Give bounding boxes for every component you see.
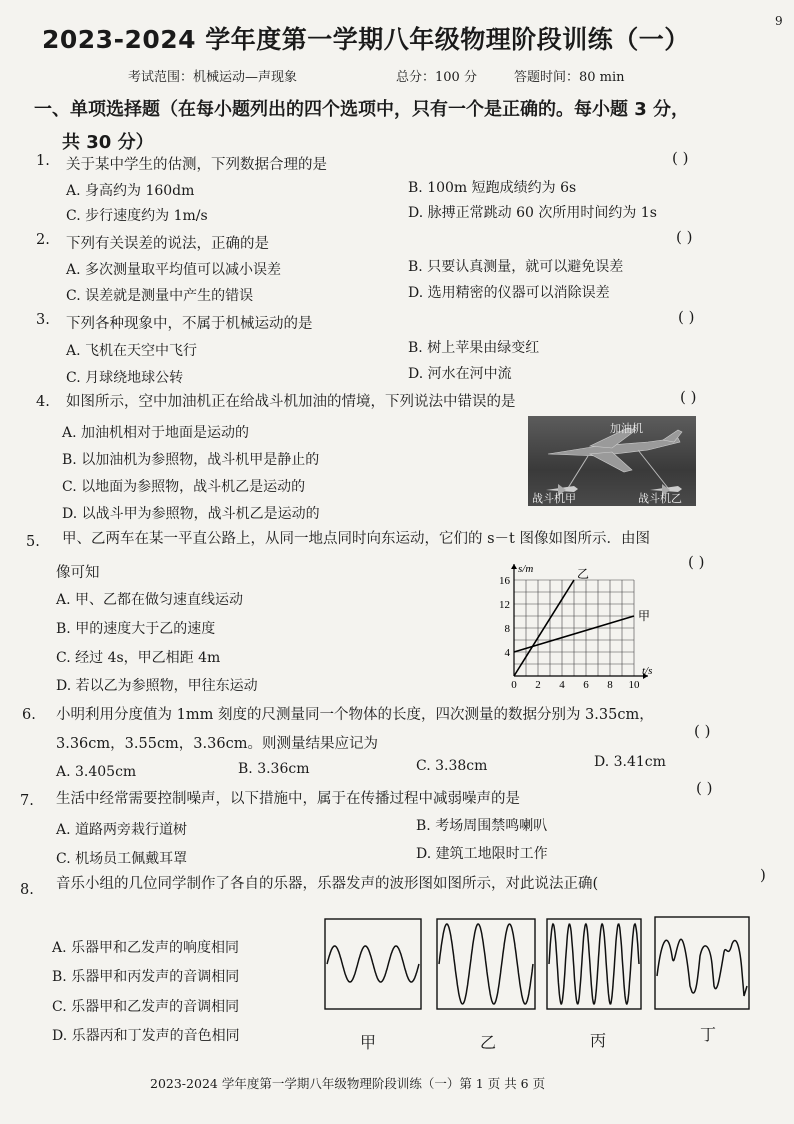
wave-ding-curve <box>657 939 747 996</box>
option-c[interactable]: C. 乐器甲和乙发声的音调相同 <box>52 999 240 1015</box>
label-fighter-b: 战斗机乙 <box>638 492 682 505</box>
series-label-jia: 甲 <box>638 609 651 623</box>
option-c[interactable]: C. 3.38cm <box>416 758 488 774</box>
answer-blank[interactable]: ( ) <box>676 228 693 246</box>
answer-blank[interactable]: ( ) <box>696 779 713 797</box>
waveform-jia <box>324 918 422 1010</box>
option-a[interactable]: A. 道路两旁栽行道树 <box>56 822 188 838</box>
wave-yi-curve <box>439 924 533 1004</box>
y-tick-label: 16 <box>499 575 510 587</box>
wave-label-ding: 丁 <box>700 1025 717 1044</box>
option-c[interactable]: C. 误差就是测量中产生的错误 <box>66 288 254 304</box>
option-c[interactable]: C. 月球绕地球公转 <box>66 370 184 386</box>
x-tick-label: 10 <box>628 679 640 691</box>
waveform-yi <box>436 918 536 1010</box>
x-tick-label: 0 <box>511 679 517 691</box>
option-b[interactable]: B. 100m 短跑成绩约为 6s <box>408 180 577 196</box>
page-footer: 2023-2024 学年度第一学期八年级物理阶段训练（一）第 1 页 共 6 页 <box>150 1076 546 1091</box>
option-a[interactable]: A. 多次测量取平均值可以减小误差 <box>66 262 282 278</box>
x-axis-label: t/s <box>642 665 653 677</box>
total-score: 总分：100 分 <box>396 70 477 85</box>
question-stem: 生活中经常需要控制噪声，以下措施中，属于在传播过程中减弱噪声的是 <box>56 791 520 807</box>
y-axis-label: s/m <box>518 563 534 575</box>
answer-time: 答题时间：80 min <box>514 70 625 85</box>
label-fighter-a: 战斗机甲 <box>532 492 576 505</box>
question-stem: 下列有关误差的说法，正确的是 <box>66 236 269 252</box>
answer-blank[interactable]: ( ) <box>672 149 689 167</box>
waveform-bing <box>546 918 642 1010</box>
wave-label-jia: 甲 <box>360 1033 377 1052</box>
question-number: 2. <box>36 232 50 248</box>
question-number: 6. <box>22 707 36 723</box>
option-c[interactable]: C. 以地面为参照物，战斗机乙是运动的 <box>62 479 306 495</box>
y-axis-arrow <box>511 564 517 569</box>
wave-bing-curve <box>549 924 639 1004</box>
option-b[interactable]: B. 甲的速度大于乙的速度 <box>56 621 216 637</box>
y-tick-label: 12 <box>499 599 510 611</box>
option-c[interactable]: C. 经过 4s，甲乙相距 4m <box>56 650 221 666</box>
question-number: 5. <box>26 534 40 550</box>
option-b[interactable]: B. 3.36cm <box>238 761 310 777</box>
option-a[interactable]: A. 飞机在天空中飞行 <box>66 343 198 359</box>
question-number: 7. <box>20 793 34 809</box>
question-stem: 下列各种现象中，不属于机械运动的是 <box>66 316 313 332</box>
option-d[interactable]: D. 选用精密的仪器可以消除误差 <box>408 285 610 301</box>
option-a[interactable]: A. 加油机相对于地面是运动的 <box>62 425 250 441</box>
answer-blank[interactable]: ( ) <box>688 553 705 571</box>
question-stem-cont: 像可知 <box>56 565 100 581</box>
question-number: 8. <box>20 882 34 898</box>
option-b[interactable]: B. 只要认真测量，就可以避免误差 <box>408 259 624 275</box>
x-tick-label: 6 <box>583 679 589 691</box>
refueling-photo <box>528 416 696 506</box>
page-title: 2023-2024 学年度第一学期八年级物理阶段训练（一） <box>42 25 690 54</box>
answer-blank-close[interactable]: ) <box>760 866 766 884</box>
question-stem-cont: 3.36cm，3.55cm，3.36cm。则测量结果应记为 <box>56 736 378 752</box>
waveform-ding <box>654 916 750 1010</box>
option-c[interactable]: C. 机场员工佩戴耳罩 <box>56 851 188 867</box>
question-stem: 甲、乙两车在某一平直公路上，从同一地点同时向东运动，它们的 s－t 图像如图所示．由图 <box>62 531 650 547</box>
option-d[interactable]: D. 3.41cm <box>594 754 666 770</box>
option-d[interactable]: D. 若以乙为参照物，甲往东运动 <box>56 678 258 694</box>
option-b[interactable]: B. 树上苹果由绿变红 <box>408 340 540 356</box>
option-d[interactable]: D. 乐器丙和丁发声的音色相同 <box>52 1028 240 1044</box>
answer-blank[interactable]: ( ) <box>680 388 697 406</box>
question-stem: 音乐小组的几位同学制作了各自的乐器，乐器发声的波形图如图所示，对此说法正确( <box>56 876 599 892</box>
wave-jia-curve <box>327 946 419 982</box>
label-tanker: 加油机 <box>610 422 643 435</box>
option-d[interactable]: D. 建筑工地限时工作 <box>416 846 548 862</box>
section-heading: 一、单项选择题（在每小题列出的四个选项中，只有一个是正确的。每小题 3 分， <box>34 99 690 120</box>
question-stem: 如图所示，空中加油机正在给战斗机加油的情境，下列说法中错误的是 <box>66 394 516 410</box>
section-heading-cont: 共 30 分） <box>62 132 154 153</box>
wave-label-bing: 丙 <box>590 1031 607 1050</box>
series-label-yi: 乙 <box>577 567 590 581</box>
x-tick-label: 2 <box>535 679 541 691</box>
option-b[interactable]: B. 考场周围禁鸣喇叭 <box>416 818 548 834</box>
x-tick-label: 8 <box>607 679 613 691</box>
waveform-frame <box>547 919 641 1009</box>
question-stem: 关于某中学生的估测，下列数据合理的是 <box>66 157 327 173</box>
option-d[interactable]: D. 脉搏正常跳动 60 次所用时间约为 1s <box>408 205 657 221</box>
question-number: 1. <box>36 153 50 169</box>
option-a[interactable]: A. 身高约为 160dm <box>66 183 195 199</box>
answer-blank[interactable]: ( ) <box>678 308 695 326</box>
option-c[interactable]: C. 步行速度约为 1m/s <box>66 208 208 224</box>
question-stem: 小明利用分度值为 1mm 刻度的尺测量同一个物体的长度，四次测量的数据分别为 3.35cm， <box>56 707 654 723</box>
question-number: 4. <box>36 394 50 410</box>
wave-label-yi: 乙 <box>480 1033 497 1052</box>
answer-blank[interactable]: ( ) <box>694 722 711 740</box>
option-a[interactable]: A. 甲、乙都在做匀速直线运动 <box>56 592 244 608</box>
option-b[interactable]: B. 乐器甲和丙发声的音调相同 <box>52 969 240 985</box>
y-tick-label: 8 <box>504 623 510 635</box>
corner-mark: 9 <box>775 14 783 28</box>
waveform-frame <box>655 917 749 1009</box>
option-a[interactable]: A. 3.405cm <box>56 764 137 780</box>
option-a[interactable]: A. 乐器甲和乙发声的响度相同 <box>52 940 240 956</box>
question-number: 3. <box>36 312 50 328</box>
y-tick-label: 4 <box>504 647 510 659</box>
option-d[interactable]: D. 以战斗甲为参照物，战斗机乙是运动的 <box>62 506 320 522</box>
s-t-graph <box>490 556 670 692</box>
exam-scope: 考试范围：机械运动—声现象 <box>128 70 298 85</box>
x-tick-label: 4 <box>559 679 565 691</box>
option-b[interactable]: B. 以加油机为参照物，战斗机甲是静止的 <box>62 452 320 468</box>
option-d[interactable]: D. 河水在河中流 <box>408 366 512 382</box>
